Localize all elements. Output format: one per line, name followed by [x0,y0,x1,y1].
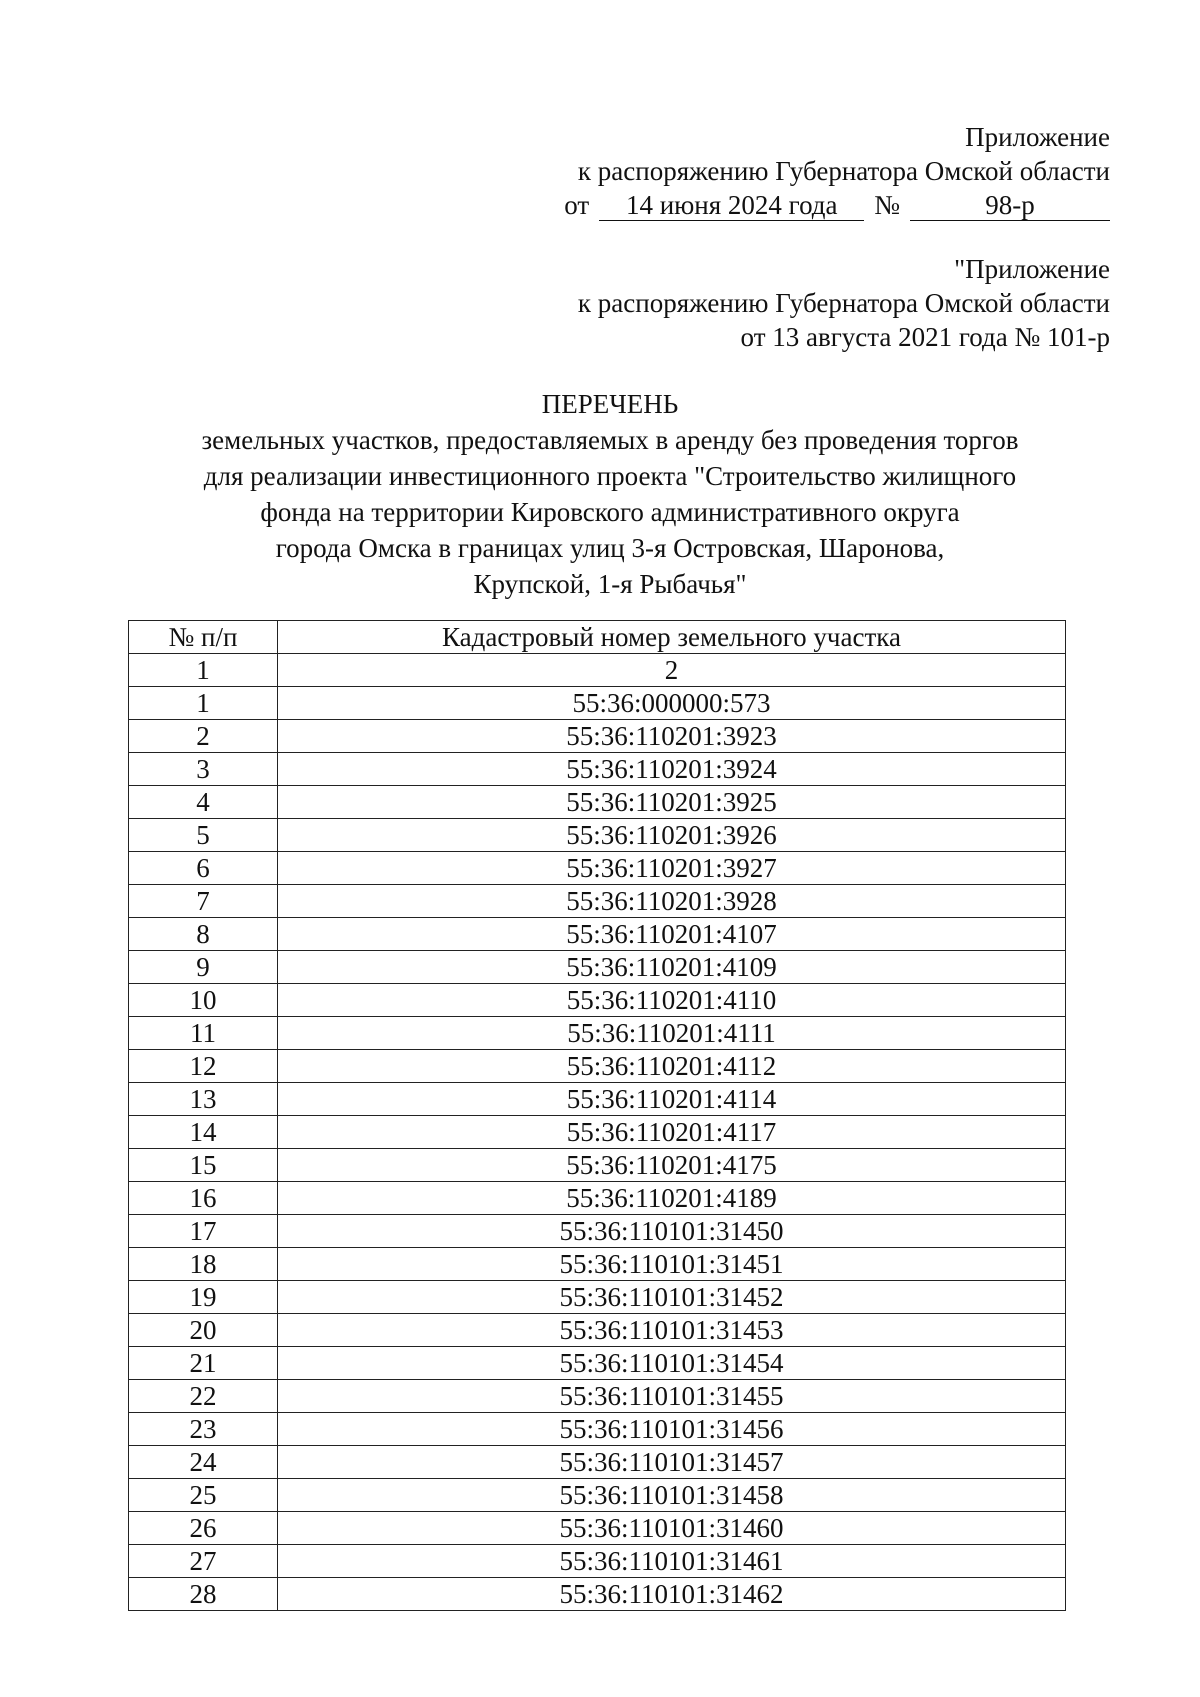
row-index: 26 [129,1512,278,1545]
cadastral-number: 55:36:110101:31456 [278,1413,1066,1446]
row-index: 24 [129,1446,278,1479]
table-row [129,1314,1066,1347]
table-row [129,1248,1066,1281]
row-index: 9 [129,951,278,984]
cadastral-number: 55:36:110201:3925 [278,786,1066,819]
cadastral-number: 55:36:110201:4117 [278,1116,1066,1149]
list-title-line: земельных участков, предоставляемых в аренду без проведения торгов [201,425,1019,455]
table-row [129,1281,1066,1314]
cadastral-number: 55:36:110201:4189 [278,1182,1066,1215]
cadastral-number: 55:36:110101:31460 [278,1512,1066,1545]
cadastral-number: 55:36:110101:31457 [278,1446,1066,1479]
row-index: 8 [129,918,278,951]
list-title-line: Крупской, 1-я Рыбачья" [473,569,747,599]
appendix-reference: к распоряжению Губернатора Омской области [577,156,1110,186]
table-row [129,1479,1066,1512]
table-row [129,819,1066,852]
row-index: 28 [129,1578,278,1611]
order-number: 98-р [910,190,1110,221]
cadastral-number: 55:36:110201:3924 [278,753,1066,786]
table-row [129,1446,1066,1479]
row-index: 5 [129,819,278,852]
table-row [129,1215,1066,1248]
row-index: 20 [129,1314,278,1347]
appendix-title: Приложение [965,122,1110,152]
row-index: 23 [129,1413,278,1446]
cadastral-number: 55:36:110101:31462 [278,1578,1066,1611]
table-row [129,753,1066,786]
cadastral-number: 55:36:110101:31458 [278,1479,1066,1512]
table-row [129,918,1066,951]
list-title [150,386,1070,602]
row-index: 2 [129,720,278,753]
column-header-number: № п/п [129,621,278,654]
from-prefix: от [564,190,590,220]
cadastral-number: 55:36:110201:3926 [278,819,1066,852]
table-row [129,885,1066,918]
column-header-cadastral: Кадастровый номер земельного участка [278,621,1066,654]
row-index: 15 [129,1149,278,1182]
row-index: 18 [129,1248,278,1281]
original-appendix-reference: к распоряжению Губернатора Омской области [577,288,1110,318]
cadastral-number: 55:36:110201:3923 [278,720,1066,753]
table-row [129,786,1066,819]
table-row [129,984,1066,1017]
row-index: 27 [129,1545,278,1578]
row-index: 6 [129,852,278,885]
original-appendix-title: "Приложение [954,254,1110,284]
table-row [129,1578,1066,1611]
table-row [129,1149,1066,1182]
row-index: 13 [129,1083,278,1116]
row-index: 19 [129,1281,278,1314]
column-number: 1 [129,654,278,687]
cadastral-number: 55:36:110201:4107 [278,918,1066,951]
cadastral-number: 55:36:110101:31454 [278,1347,1066,1380]
row-index: 11 [129,1017,278,1050]
row-index: 25 [129,1479,278,1512]
cadastral-number: 55:36:110201:4109 [278,951,1066,984]
table-row [129,1050,1066,1083]
number-sign: № [874,190,900,220]
table-header-row [129,621,1066,654]
appendix-date-line [564,188,1110,222]
cadastral-table [128,620,1066,1611]
cadastral-number: 55:36:110201:4112 [278,1050,1066,1083]
table-row [129,1347,1066,1380]
table-row [129,687,1066,720]
cadastral-number: 55:36:110201:3928 [278,885,1066,918]
table-row [129,1413,1066,1446]
cadastral-number: 55:36:110101:31461 [278,1545,1066,1578]
cadastral-number: 55:36:110201:3927 [278,852,1066,885]
row-index: 3 [129,753,278,786]
cadastral-number: 55:36:110201:4175 [278,1149,1066,1182]
list-title-line: фонда на территории Кировского административного округа [260,497,960,527]
list-title-line: для реализации инвестиционного проекта "Строительство жилищного [203,461,1017,491]
column-number-row [129,654,1066,687]
original-appendix-header [578,252,1110,354]
column-number: 2 [278,654,1066,687]
table-row [129,1182,1066,1215]
row-index: 17 [129,1215,278,1248]
table-row [129,1017,1066,1050]
list-heading: ПЕРЕЧЕНЬ [541,389,679,419]
row-index: 22 [129,1380,278,1413]
row-index: 12 [129,1050,278,1083]
row-index: 4 [129,786,278,819]
cadastral-number: 55:36:110201:4114 [278,1083,1066,1116]
row-index: 1 [129,687,278,720]
cadastral-number: 55:36:110101:31453 [278,1314,1066,1347]
cadastral-number: 55:36:110101:31455 [278,1380,1066,1413]
table-row [129,1116,1066,1149]
table-row [129,1545,1066,1578]
row-index: 16 [129,1182,278,1215]
table-row [129,1083,1066,1116]
table-row [129,1512,1066,1545]
table-row [129,852,1066,885]
table-row [129,951,1066,984]
original-appendix-date: от 13 августа 2021 года № 101-р [740,322,1110,352]
cadastral-number: 55:36:110201:4110 [278,984,1066,1017]
row-index: 7 [129,885,278,918]
cadastral-number: 55:36:110101:31451 [278,1248,1066,1281]
cadastral-number: 55:36:000000:573 [278,687,1066,720]
cadastral-number: 55:36:110101:31450 [278,1215,1066,1248]
cadastral-number: 55:36:110101:31452 [278,1281,1066,1314]
appendix-header [564,120,1110,222]
row-index: 21 [129,1347,278,1380]
table-row [129,1380,1066,1413]
table-row [129,720,1066,753]
row-index: 14 [129,1116,278,1149]
row-index: 10 [129,984,278,1017]
order-date: 14 июня 2024 года [599,190,864,221]
cadastral-number: 55:36:110201:4111 [278,1017,1066,1050]
list-title-line: города Омска в границах улиц 3-я Островская, Шаронова, [275,533,945,563]
